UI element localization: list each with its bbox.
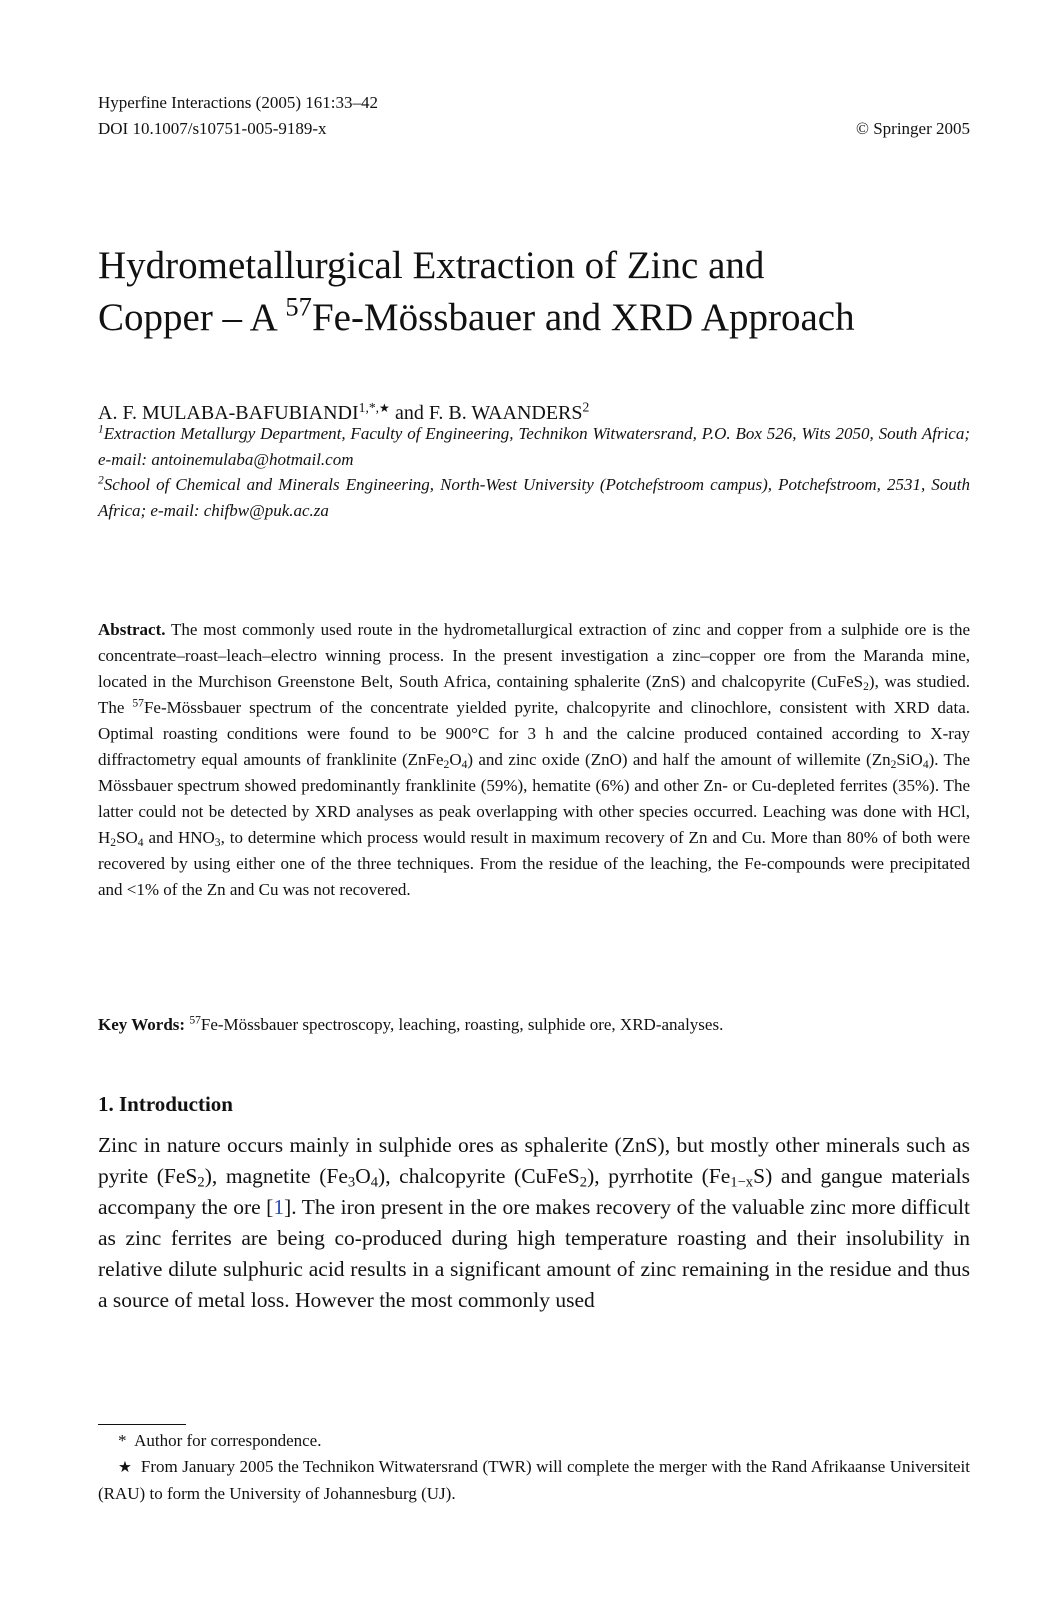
abstract-text: The most commonly used route in the hydrometallurgical extraction of zinc and copper from a sulphide ore is the concentrate–roast–leach–electro winning process. In the present investigation a zinc–copper ore from the Maranda mine, located in the Murchison Greenstone Belt, South Africa, containing sphalerite (ZnS) and chalcopyrite (CuFeS	[98, 620, 970, 691]
affiliation-2-text: School of Chemical and Minerals Engineering, North-West University (Potchefstroom campus), Potchefstroom, 2531, South Africa; e-mail: chifbw@puk.ac.za	[98, 475, 970, 520]
subscript: 4	[461, 757, 468, 771]
subscript: 2	[890, 757, 897, 771]
subscript: 2	[579, 1174, 588, 1191]
subscript: 4	[137, 835, 144, 849]
abstract-text: ). The Mössbauer spectrum showed predominantly franklinite (59%), hematite (6%) and other Zn- or Cu-depleted ferrites (35%). The latter could not be detected by XRD analyses as peak overlapping with other species occurred. Leaching was done with HCl, H	[98, 750, 970, 847]
abstract-text: Fe-Mössbauer spectrum of the concentrate yielded pyrite, chalcopyrite and clinochlore, consistent with XRD data. Optimal roasting conditions were found to be 900°C for 3 h and the calcine produced contained according to X-ray diffractometry equal amounts of franklinite (ZnFe	[98, 698, 970, 769]
superscript: 57	[132, 696, 144, 710]
subscript: 3	[347, 1174, 356, 1191]
body-text: ), magnetite (Fe	[204, 1164, 348, 1188]
copyright-line: © Springer 2005	[856, 119, 970, 138]
abstract-label: Abstract.	[98, 620, 166, 639]
footnote-1-mark: *	[118, 1431, 127, 1450]
affiliation-1-text: Extraction Metallurgy Department, Faculty of Engineering, Technikon Witwatersrand, P.O. Box 526, Wits 2050, South Africa; e-mail: antoinemulaba@hotmail.com	[98, 424, 970, 469]
affiliation-1-number: 1	[98, 422, 104, 436]
abstract-text: ) and zinc oxide (ZnO) and half the amount of willemite (Zn	[467, 750, 891, 769]
affiliation-2-number: 2	[98, 473, 104, 487]
body-text: ), chalcopyrite (CuFeS	[378, 1164, 580, 1188]
abstract-text: O	[449, 750, 462, 769]
keywords-text: Fe-Mössbauer spectroscopy, leaching, roasting, sulphide ore, XRD-analyses.	[200, 1015, 724, 1034]
footnote-divider	[98, 1424, 186, 1425]
affiliation-1	[98, 421, 970, 473]
subscript: 2	[197, 1174, 205, 1191]
abstract-text: ), was studied. The	[98, 672, 970, 717]
affiliation-2	[98, 472, 970, 524]
paper-title	[98, 240, 978, 344]
title-line-1: Hydrometallurgical Extraction of Zinc and	[98, 244, 765, 287]
subscript: 4	[922, 757, 929, 771]
star-mark: ★	[379, 400, 390, 415]
body-text: ), pyrrhotite (Fe	[587, 1164, 731, 1188]
footnote-1-text: Author for correspondence.	[134, 1431, 322, 1450]
body-text: O	[355, 1164, 371, 1188]
footnote-2	[98, 1454, 970, 1507]
abstract-text: SiO	[896, 750, 923, 769]
journal-citation: Hyperfine Interactions (2005) 161:33–42	[98, 93, 378, 112]
body-text: ]. The iron present in the ore makes recovery of the valuable zinc more difficult as zinc ferrites are being co-produced during high temperature roasting and their insolubility in relative dilute sulphuric acid results in a significant amount of zinc remaining in the residue and thus a source of metal loss. However the most commonly used	[98, 1195, 970, 1312]
footnote-2-mark: ★	[118, 1459, 132, 1476]
abstract-text: and HNO	[143, 828, 215, 847]
footnote-2-text: From January 2005 the Technikon Witwatersrand (TWR) will complete the merger with the Rand Afrikaanse Universiteit (RAU) to form the University of Johannesburg (UJ).	[98, 1457, 970, 1503]
author-1: A. F. MULABA-BAFUBIANDI	[98, 402, 359, 424]
footnote-1	[98, 1428, 970, 1454]
doi-line: DOI 10.1007/s10751-005-9189-x	[98, 119, 327, 138]
abstract-paragraph	[98, 617, 970, 903]
subscript: 3	[214, 835, 221, 849]
author-and: and	[390, 402, 429, 424]
subscript: 4	[370, 1174, 379, 1191]
abstract-text: SO	[116, 828, 138, 847]
keywords-sup: 57	[189, 1013, 201, 1027]
abstract-text: , to determine which process would result in maximum recovery of Zn and Cu. More than 80% of both were recovered by using either one of the three techniques. From the residue of the leaching, the Fe-compounds were precipitated and <1% of the Zn and Cu was not recovered.	[98, 828, 970, 899]
title-line-2b: Fe-Mössbauer and XRD Approach	[311, 296, 855, 339]
body-text: S) and gangue materials accompany the ore [	[98, 1164, 970, 1219]
section-heading-introduction: 1. Introduction	[98, 1092, 233, 1116]
subscript: 1−x	[730, 1174, 754, 1191]
subscript: 2	[863, 679, 869, 693]
subscript: 2	[443, 757, 450, 771]
keywords-label: Key Words:	[98, 1015, 186, 1034]
author-2-affil-mark: 2	[582, 399, 590, 415]
author-1-affil-marks: 1,*,	[358, 399, 380, 415]
subscript: 2	[110, 835, 117, 849]
reference-link[interactable]: 1	[273, 1195, 285, 1219]
title-line-2a: Copper – A	[98, 296, 286, 339]
title-isotope-sup: 57	[285, 291, 312, 322]
introduction-paragraph	[98, 1130, 970, 1316]
body-text: Zinc in nature occurs mainly in sulphide ores as sphalerite (ZnS), but mostly other minerals such as pyrite (FeS	[98, 1133, 970, 1188]
keywords-line	[98, 1012, 970, 1038]
author-2: F. B. WAANDERS	[428, 402, 583, 424]
